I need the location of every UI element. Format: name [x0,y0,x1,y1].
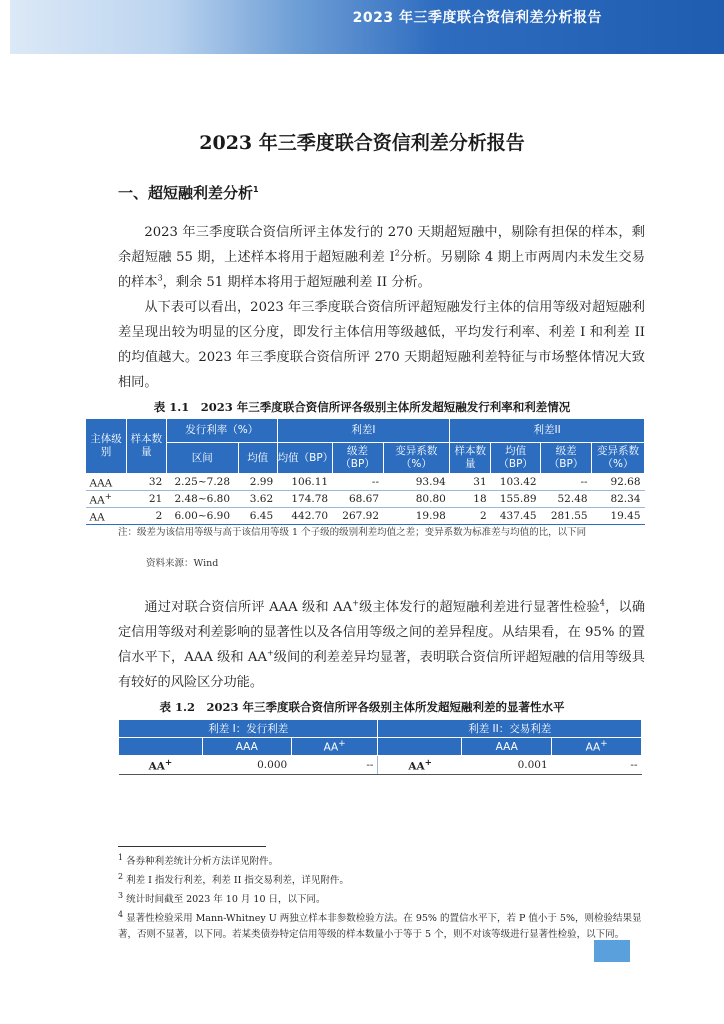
cell-range: 6.00~6.90 [166,508,238,525]
footnote [118,907,650,941]
header-s2-count: 样本数量 [450,443,491,474]
cell-s2-count: 31 [450,474,491,491]
header-title: 2023 年三季度联合资信利差分析报告 [352,10,602,26]
col-aap-sup: + [338,739,346,750]
header-s2-mean: 均值（BP） [491,443,541,474]
footnote-ref: 3 [157,273,163,283]
row-header [378,756,462,775]
table-row [86,508,645,525]
cell-s2-cv: 19.45 [592,508,645,525]
table2-caption: 表 1.2 2023 年三季度联合资信所评各级别主体所发超短融利差的显著性水平 [159,700,565,714]
footnote-num: 3 [118,891,124,901]
header-spread1: 利差I [277,419,450,443]
cell-s1-mean: 174.78 [277,491,332,508]
paragraph-2: 从下表可以看出，2023 年三季度联合资信所评超短融发行主体的信用等级对超短融利差呈现出较为明显的区分度，即发行主体信用等级越低，平均发行利率、利差 I 和利差 II 的均值越大。2023 年三季度联合资信所评 270 天期超短融利差特征与市场整体情况大致相同。 [118,300,645,390]
footnote-text: 利差 I 指发行利差，利差 II 指交易利差，详见附件。 [126,875,349,887]
cell-s2-diff: 281.55 [541,508,592,525]
header-spread2: 利差II [450,419,645,443]
col-aap-text: AA [323,741,339,754]
cell-s1-cv: 93.94 [383,474,450,491]
cell-mean: 3.62 [238,491,277,508]
cell-mean: 2.99 [238,474,277,491]
header-count: 样本数量 [126,419,166,474]
g2-aap: -- [552,756,642,775]
col-aaa: AAA [462,738,552,756]
row-label-sup: + [164,757,173,768]
col-aap [552,738,642,756]
section-heading [118,182,259,203]
para1-text-c: ，剩余 51 期样本将用于超短融利差 II 分析。 [162,275,431,290]
cell-s2-count: 2 [450,508,491,525]
header-mean: 均值 [238,443,277,474]
grade-text: AA [89,511,105,524]
page-number-badge [594,940,630,962]
footnote-num: 2 [118,872,124,882]
row-label: AA [148,760,165,773]
footnote-rule [118,846,266,847]
row-header [119,756,203,775]
group-spread2: 利差 II：交易利差 [378,720,642,738]
cell-count: 21 [126,491,166,508]
footnotes [118,850,650,942]
corner-cell [119,738,203,756]
cell-s2-mean: 155.89 [491,491,541,508]
row-label: AA [408,760,425,773]
group-spread1: 利差 I：发行利差 [119,720,378,738]
table1-note: 注：级差为该信用等级与高于该信用等级 1 个子级的级别利差均值之差；变异系数为标准差与均值的比，以下同 [118,527,587,538]
paragraph-3 [118,595,645,695]
table-2 [118,719,642,775]
footnote-text: 显著性检验采用 Mann-Whitney U 两独立样本非参数检验方法。在 95% 的置信水平下，若 P 值小于 5%，则检验结果显著，否则不显著，以下同。若某类债券特定信用等级的样本数量小于等于 5 个，则不对该等级进行显著性检验，以下同。 [118,913,642,940]
table-1 [85,418,645,525]
cell-grade [86,474,127,491]
grade-sup: + [266,648,274,658]
footnote-ref: 2 [394,248,400,258]
footnote [118,869,650,888]
cell-range: 2.48~6.80 [166,491,238,508]
header-rate: 发行利率（%） [166,419,277,443]
footnote [118,888,650,907]
cell-mean: 6.45 [238,508,277,525]
cell-grade [86,491,127,508]
cell-s2-mean: 437.45 [491,508,541,525]
footnote-ref: 1 [253,185,259,194]
cell-grade [86,508,127,525]
table1-caption: 表 1.1 2023 年三季度联合资信所评各级别主体所发超短融发行利率和利差情况 [153,400,571,414]
cell-s1-diff: 68.67 [332,491,383,508]
table-row [86,474,645,491]
corner-cell [378,738,462,756]
cell-s1-cv: 19.98 [383,508,450,525]
para3-text-b: 级主体发行的超短融利差进行显著性检验 [358,600,600,615]
header-s2-diff: 级差（BP） [541,443,592,474]
cell-range: 2.25~7.28 [166,474,238,491]
col-aap-text: AA [585,741,601,754]
footnote-text: 各券种利差统计分析方法详见附件。 [126,856,279,868]
para3-text-d: 级间的利差差异均显著，表明联合资信所评超短融的信用等级具有较好的风险区分功能。 [118,650,645,690]
footnote-text: 统计时间截至 2023 年 10 月 10 日，以下同。 [126,894,326,906]
para1-text-a: 2023 年三季度联合资信所评主体发行的 270 天期超短融中，剔除有担保的样本，剩余超短融 55 期，上述样本将用于超短融利差 I [118,225,645,265]
page-title: 2023 年三季度联合资信利差分析报告 [199,132,525,154]
col-aap [291,738,378,756]
col-aap-sup: + [600,739,608,750]
header-s1-mean: 均值（BP） [277,443,332,474]
table1-source: 资料来源：Wind [146,558,219,569]
table-row [119,756,642,775]
col-aaa: AAA [202,738,291,756]
header-grade: 主体级别 [86,419,127,474]
row-label-sup: + [424,757,432,768]
cell-s2-cv: 92.68 [592,474,645,491]
footnote-num: 1 [118,853,124,862]
cell-s1-cv: 80.80 [383,491,450,508]
section-heading-text: 一、超短融利差分析 [118,184,254,202]
header-s1-cv: 变异系数（%） [383,443,450,474]
table-row [86,491,645,508]
header-s1-diff: 级差（BP） [332,443,383,474]
header-s2-cv: 变异系数（%） [592,443,645,474]
header-band [10,0,724,54]
cell-s2-diff: -- [541,474,592,491]
cell-s2-cv: 82.34 [592,491,645,508]
cell-s1-mean: 106.11 [277,474,332,491]
cell-s2-diff: 52.48 [541,491,592,508]
footnote-ref: 4 [599,598,605,608]
para3-text-c: ，以确定信用等级对利差影响的显著性以及各信用等级之间的差异程度。从结果看，在 95% 的置信水平下，AAA 级和 AA [118,600,646,665]
cell-s1-diff: 267.92 [332,508,383,525]
g2-aaa: 0.001 [462,756,552,775]
cell-count: 2 [126,508,166,525]
para1-text-b: 分析。另剔除 4 期上市两周内未发生交易的样本 [118,250,645,290]
cell-s2-count: 18 [450,491,491,508]
para3-text-a: 通过对联合资信所评 AAA 级和 AA [144,600,353,615]
footnote [118,850,650,869]
cell-s1-mean: 442.70 [277,508,332,525]
grade-sup: + [104,491,113,502]
paragraph-1 [118,220,645,295]
header-range: 区间 [166,443,238,474]
grade-text: AA [89,494,105,507]
cell-s1-diff: -- [332,474,383,491]
g1-aap: -- [291,756,378,775]
cell-s2-mean: 103.42 [491,474,541,491]
cell-count: 32 [126,474,166,491]
footnote-num: 4 [118,910,124,920]
grade-sup: + [352,598,359,608]
grade-text: AAA [89,477,113,490]
g1-aaa: 0.000 [202,756,291,775]
